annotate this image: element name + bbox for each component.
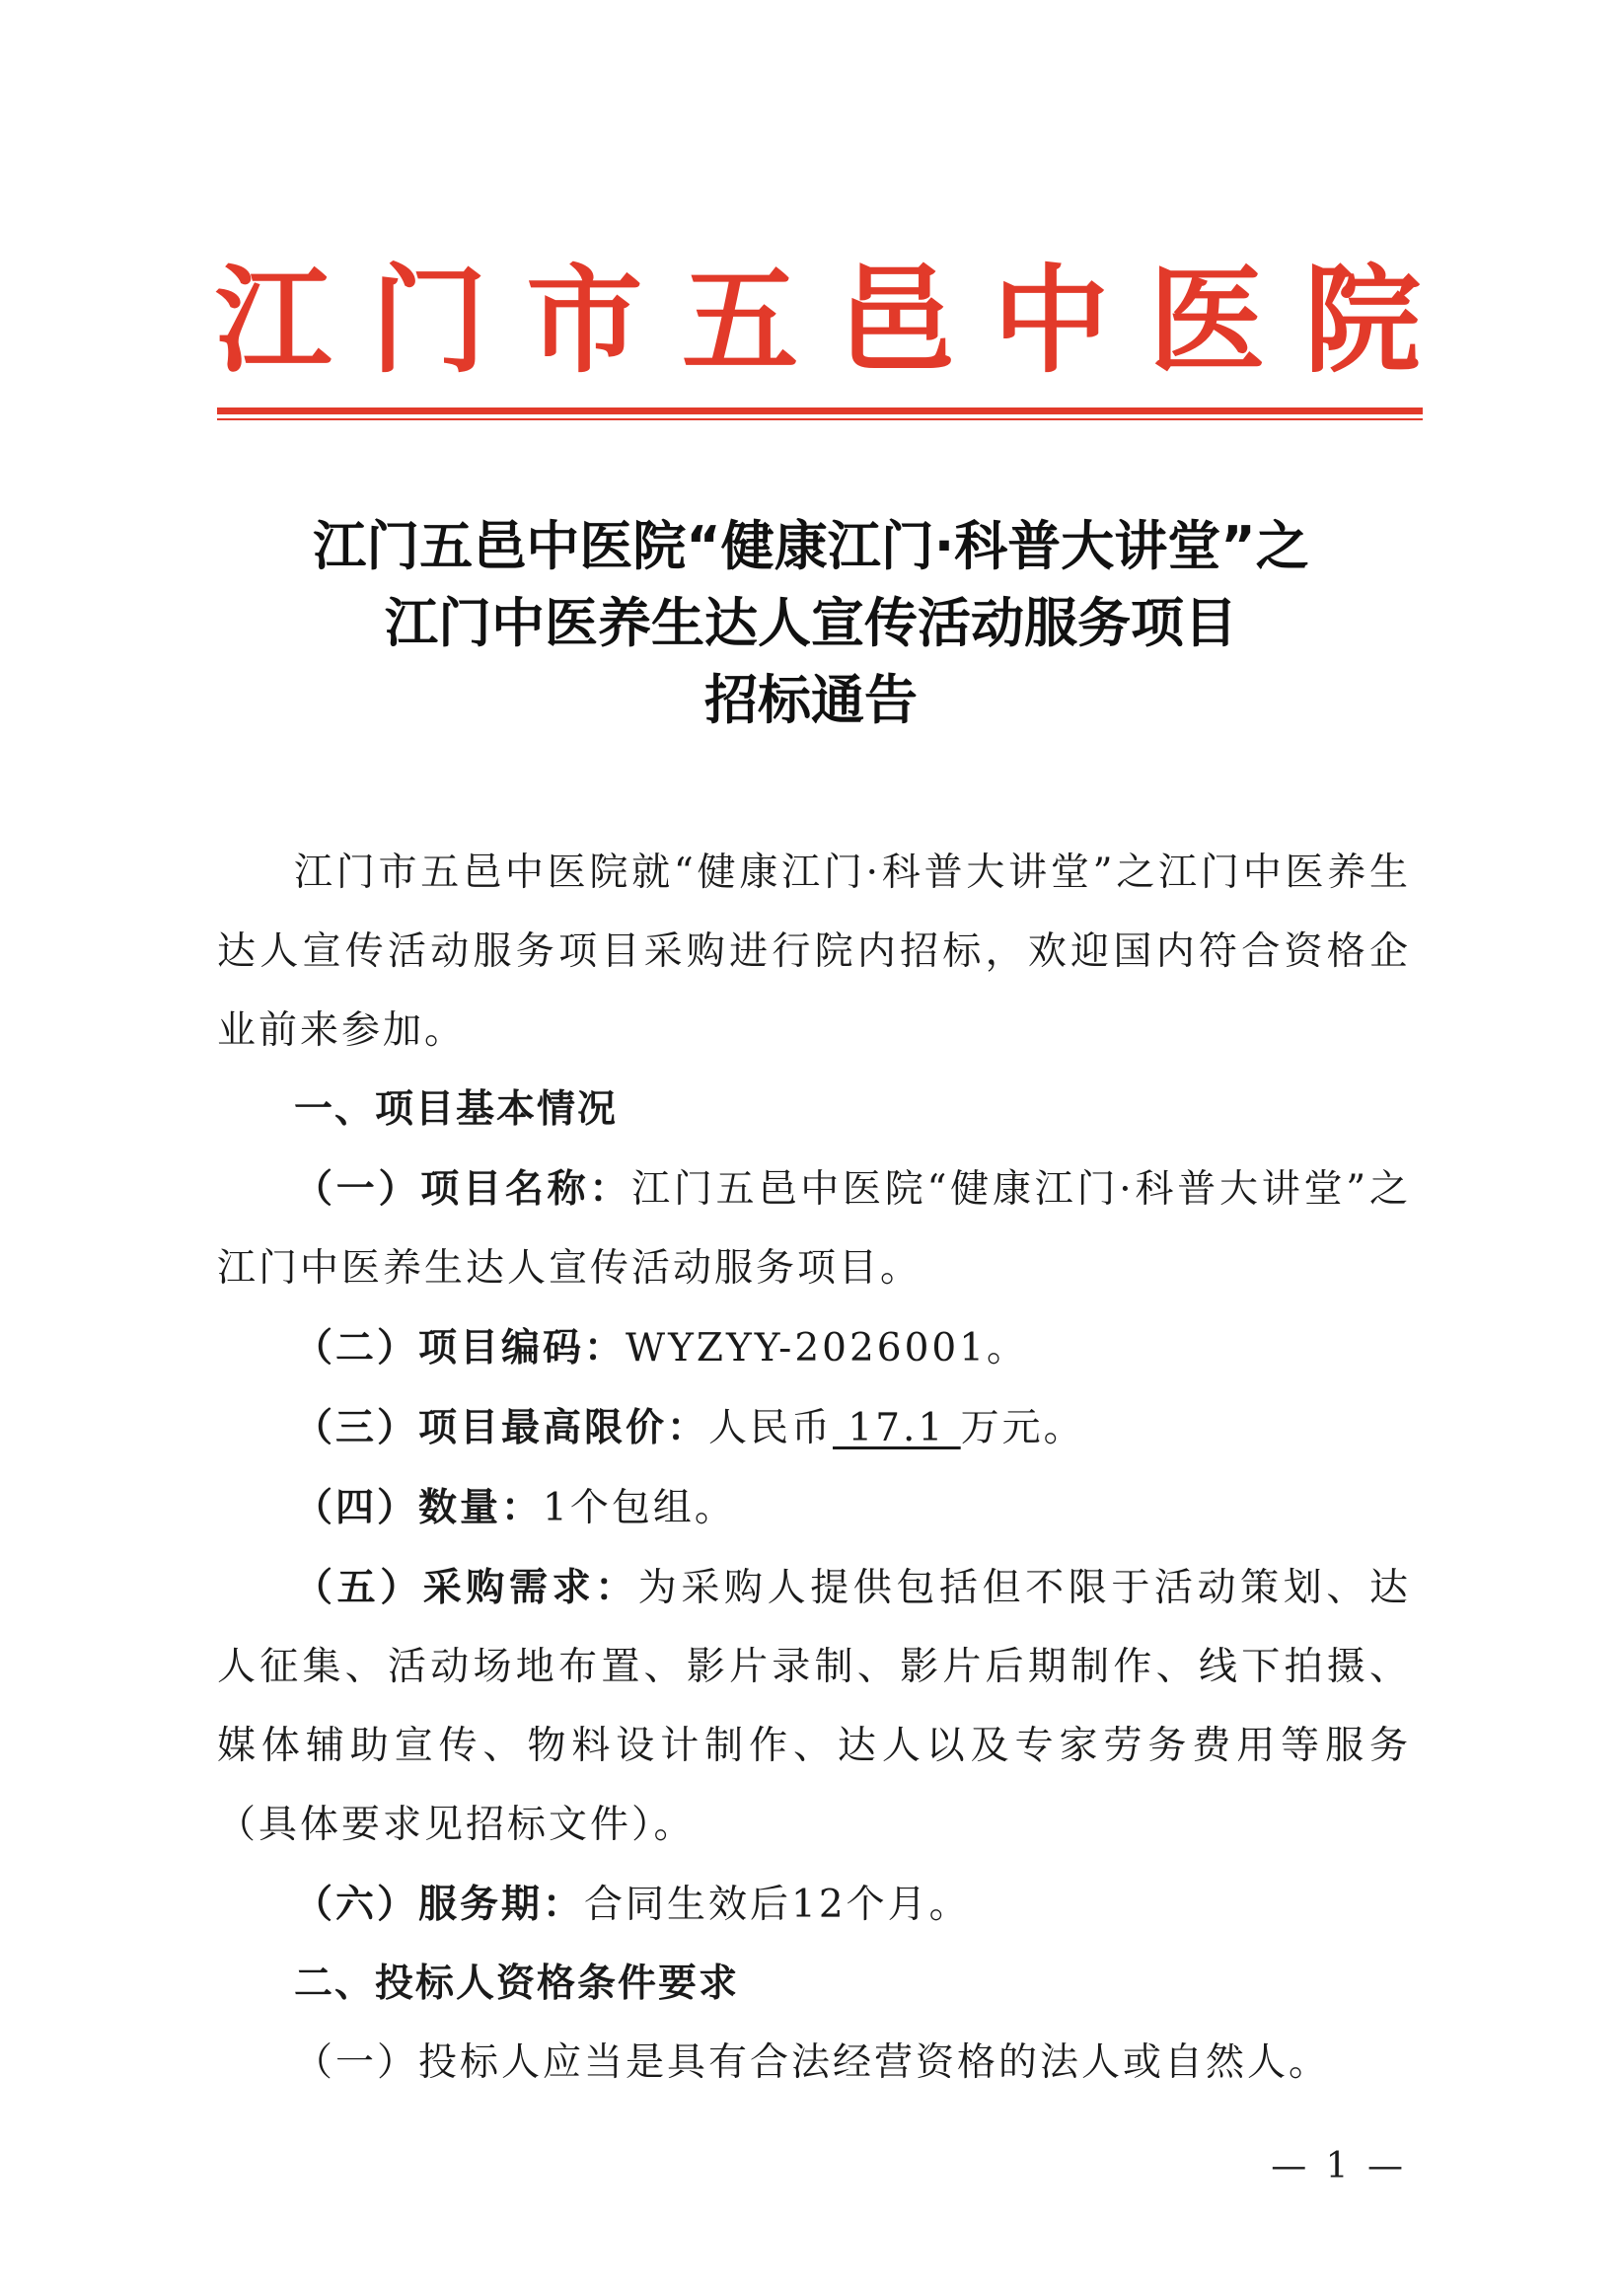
price-currency: 人民币 <box>708 1406 834 1450</box>
notice-body <box>217 834 1411 2103</box>
section-heading-2: 二、投标人资格条件要求 <box>294 1962 740 2006</box>
notice-title <box>168 508 1454 739</box>
price-limit-label: （三）项目最高限价： <box>294 1405 709 1450</box>
letterhead-char: 门 <box>370 252 487 389</box>
letterhead-rule-thick <box>217 407 1423 414</box>
intro-paragraph: 江门市五邑中医院就“健康江门·科普大讲堂”之江门中医养生达人宣传活动服务项目采购进行院内招标，欢迎国内符合资格企业前来参加。 <box>217 851 1411 1053</box>
letterhead-char: 江 <box>215 252 332 389</box>
price-amount: 17.1 <box>833 1406 961 1450</box>
letterhead-char: 院 <box>1303 252 1421 389</box>
letterhead-char: 医 <box>1148 252 1266 389</box>
quantity-value: 1个包组。 <box>543 1486 736 1530</box>
service-period-value: 合同生效后12个月。 <box>584 1883 971 1927</box>
price-unit: 万元。 <box>960 1406 1085 1450</box>
quantity-item <box>217 1468 1411 1548</box>
title-line-2: 江门中医养生达人宣传活动服务项目 <box>385 592 1237 654</box>
page-number: — 1 — <box>1271 2146 1407 2186</box>
project-code-item <box>217 1308 1411 1388</box>
section-heading-1: 一、项目基本情况 <box>294 1087 619 1132</box>
project-code-value: WYZYY-2026001。 <box>626 1326 1029 1370</box>
letterhead-char: 邑 <box>837 252 954 389</box>
service-period-label: （六）服务期： <box>294 1882 585 1927</box>
requirements-item <box>217 1548 1411 1865</box>
letterhead-rule-thin <box>217 418 1423 420</box>
title-line-1: 江门五邑中医院“健康江门·科普大讲堂”之 <box>313 515 1309 577</box>
service-period-item <box>217 1865 1411 1945</box>
project-name-value: 江门五邑中医院“健康江门·科普大讲堂”之江门中医养生达人宣传活动服务项目。 <box>217 1167 1411 1291</box>
requirements-value: 为采购人提供包括但不限于活动策划、达人征集、活动场地布置、影片录制、影片后期制作、线下拍摄、媒体辅助宣传、物料设计制作、达人以及专家劳务费用等服务（具体要求见招标文件）。 <box>217 1566 1411 1847</box>
qualification-item-1: （一）投标人应当是具有合法经营资格的法人或自然人。 <box>294 2040 1331 2085</box>
price-limit-item <box>217 1388 1411 1468</box>
quantity-label: （四）数量： <box>294 1485 544 1530</box>
letterhead-hospital-name <box>215 247 1421 395</box>
project-name-item <box>217 1149 1411 1308</box>
requirements-label: （五）采购需求： <box>294 1565 638 1610</box>
letterhead-char: 中 <box>993 252 1110 389</box>
letterhead-char: 市 <box>526 252 643 389</box>
project-name-label: （一）项目名称： <box>294 1166 632 1212</box>
title-line-3: 招标通告 <box>704 669 918 731</box>
project-code-label: （二）项目编码： <box>294 1325 627 1370</box>
letterhead-char: 五 <box>682 252 799 389</box>
